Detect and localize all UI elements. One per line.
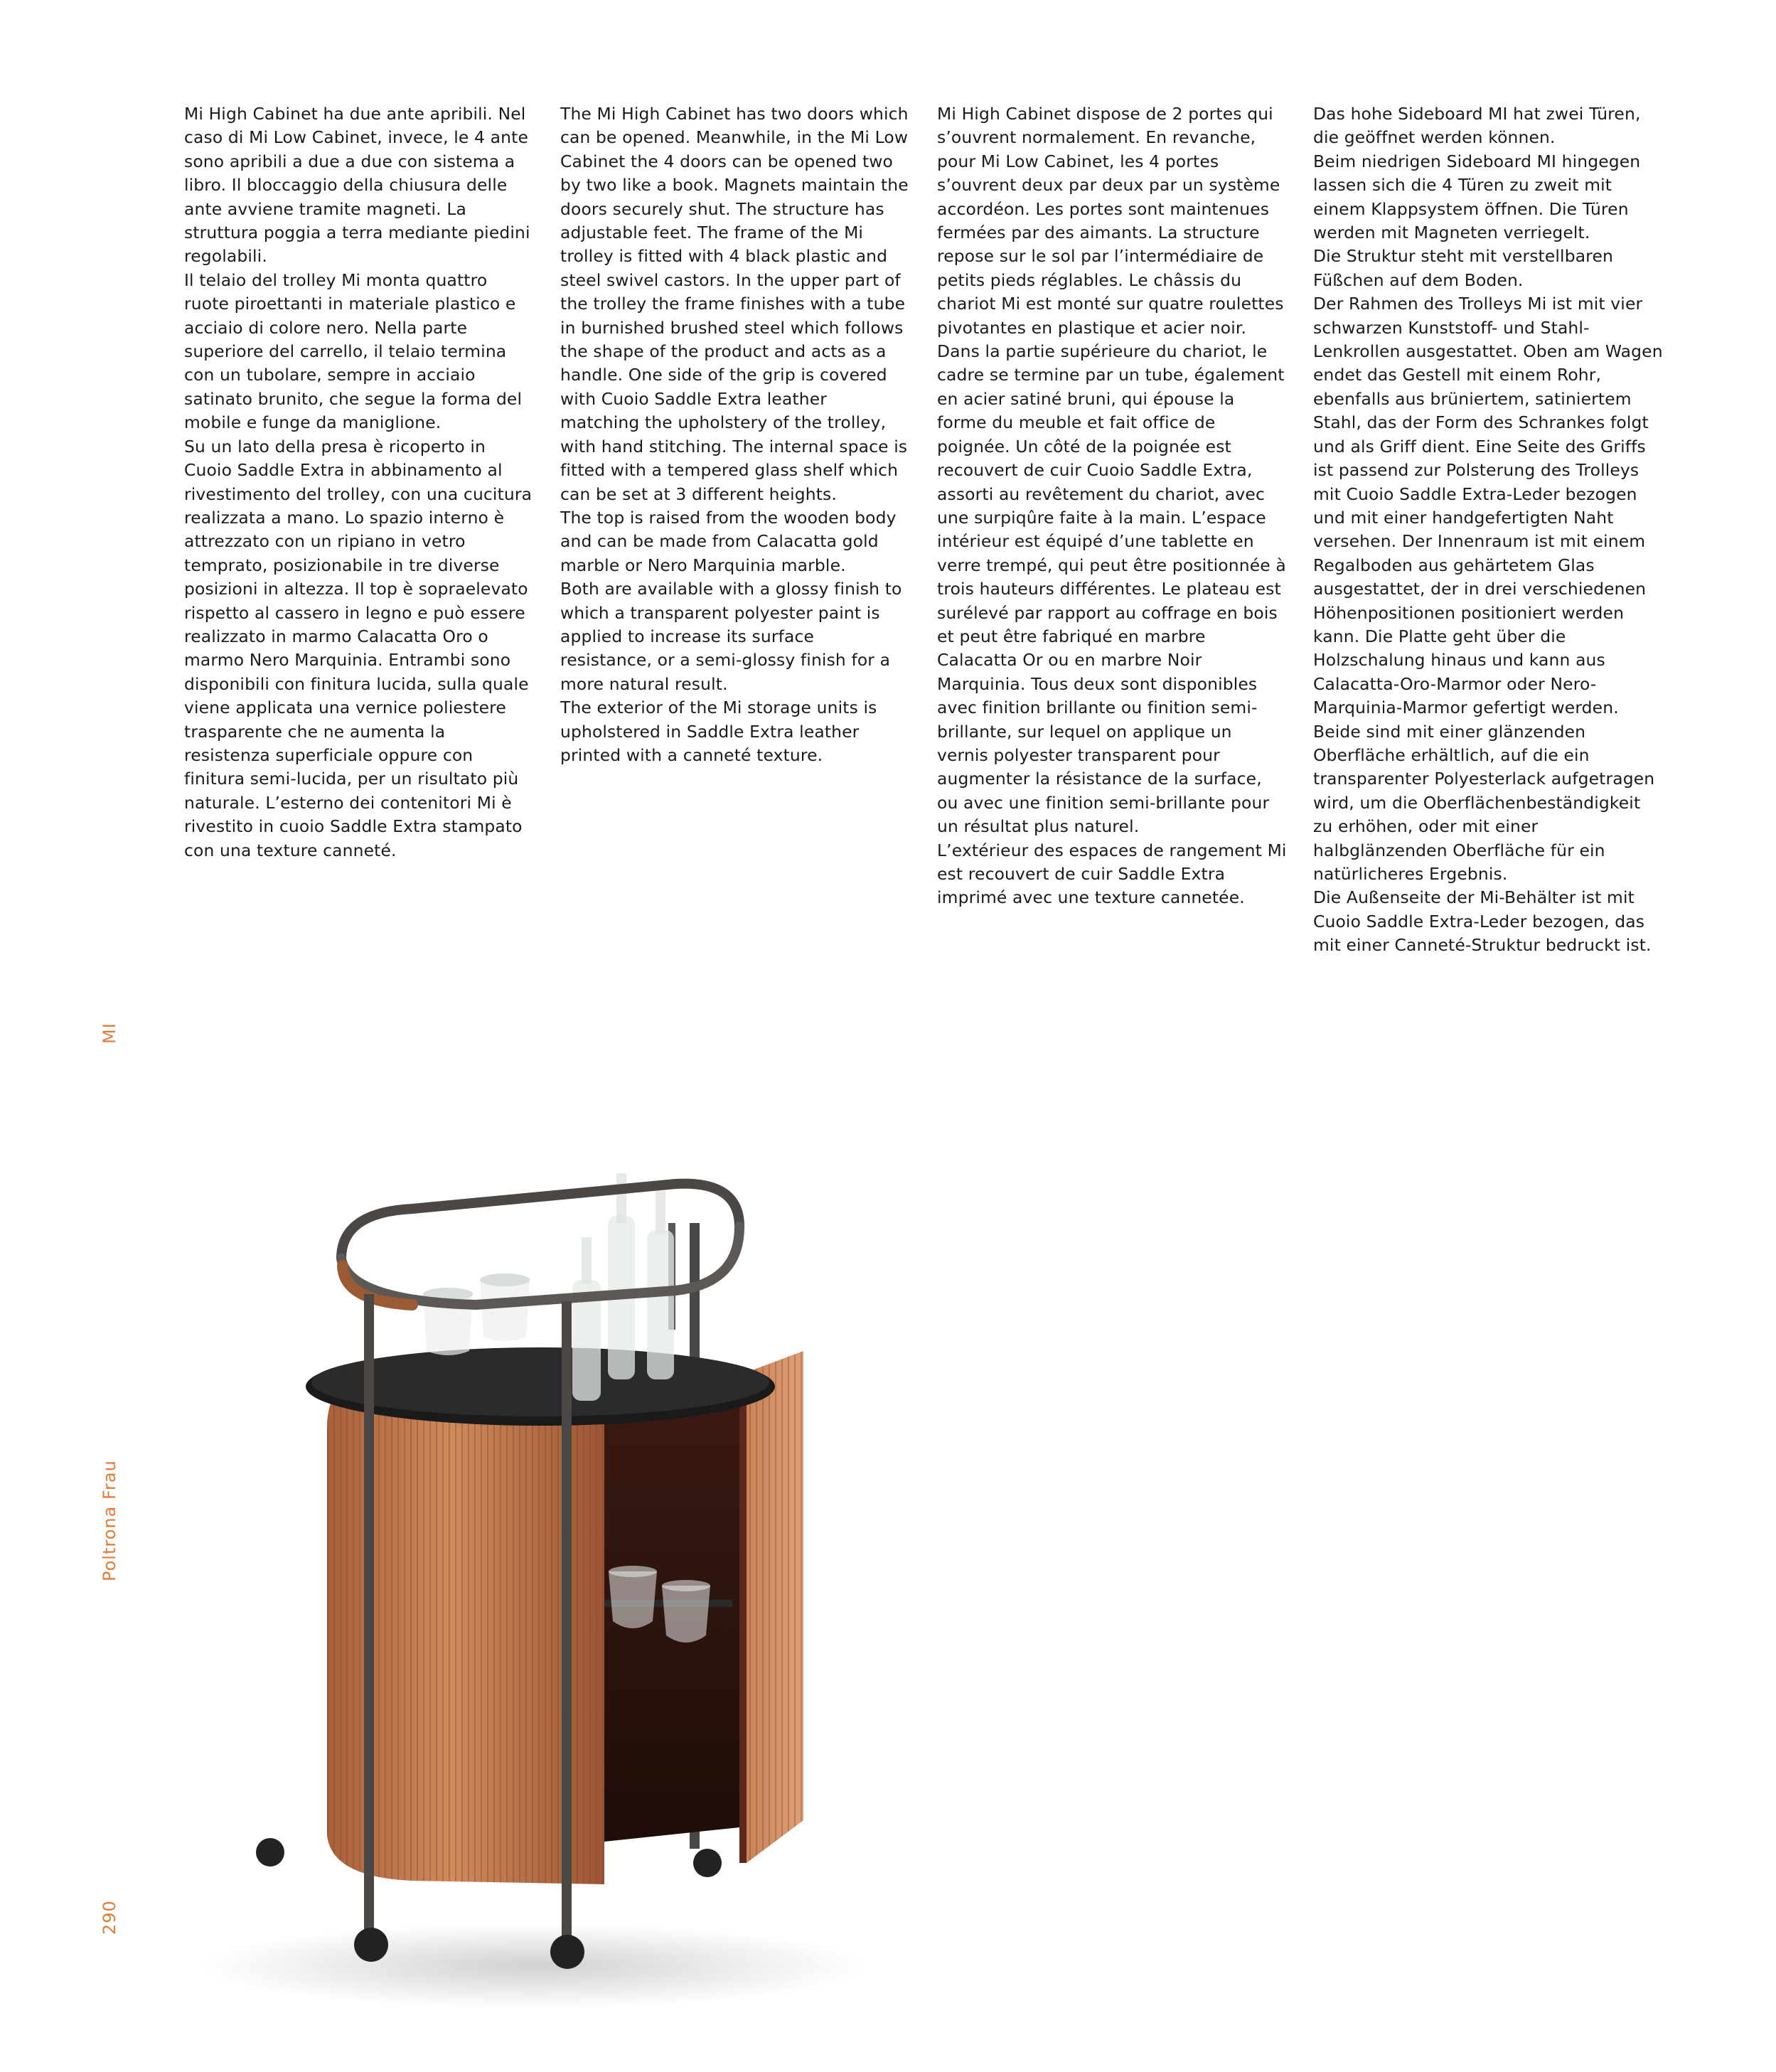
paragraph: Die Struktur steht mit verstellbaren Füßchen auf dem Boden. bbox=[1313, 246, 1613, 290]
paragraph: The top is raised from the wooden body and can be made from Calacatta gold marble or Nero Marquinia marble. bbox=[560, 507, 897, 575]
paragraph: Il telaio del trolley Mi monta quattro ruote piroettanti in materiale plastico e acciaio di colore nero. Nella parte superiore del carrello, il telaio termina con un tubolare, sempre in acciaio satinato brunito, che segue la forma del mobile e funge da maniglione. bbox=[184, 269, 523, 433]
castor-wheel bbox=[354, 1928, 388, 1962]
paragraph: Der Rahmen des Trolleys Mi ist mit vier schwarzen Kunststoff- und Stahl-Lenkrollen ausgestattet. Oben am Wagen endet das Gestell mit einem Rohr, ebenfalls aus brüniertem, satiniertem Stahl, das der Form des Schrankes folgt und als Griff dient. Eine Seite des Griffs ist passend zur Polsterung des Trolleys mit Cuoio Saddle Extra-Leder bezogen und mit einer handgefertigten Naht versehen. Der Innenraum ist mit einem Regalboden aus gehärtetem Glas ausgestattet, der in drei verschiedenen Höhenpositionen positioniert werden kann. Die Platte geht über die Holzschalung hinaus und kann aus Calacatta-Oro-Marmor oder Nero-Marquinia-Marmor gefertigt werden. bbox=[1313, 294, 1663, 718]
paragraph: Die Außenseite der Mi-Behälter ist mit Cuoio Saddle Extra-Leder bezogen, das mit einer Canneté-Struktur bedruckt ist. bbox=[1313, 887, 1652, 956]
paragraph: Su un lato della presa è ricoperto in Cuoio Saddle Extra in abbinamento al rivestimento del trolley, con una cucitura realizzata a mano. Lo spazio interno è attrezzato con un ripiano in vetro temprato, posizionabile in tre diverse posizioni in altezza. Il top è sopraelevato rispetto al cassero in legno e può essere realizzato in marmo Calacatta Oro o marmo Nero Marquinia. Entrambi sono disponibili con finitura lucida, sulla quale viene applicata una vernice poliestere trasparente che ne aumenta la resistenza superficiale oppure con finitura semi-lucida, per un risultato più naturale. L’esterno dei contenitori Mi è rivestito in cuoio Saddle Extra stampato con una texture canneté. bbox=[184, 436, 533, 860]
paragraph: Mi High Cabinet ha due ante apribili. Nel caso di Mi Low Cabinet, invece, le 4 ante sono apribili a due a due con sistema a libro. Il bloccaggio della chiusura delle ante avviene tramite magneti. La struttura poggia a terra mediante piedini regolabili. bbox=[184, 104, 530, 267]
frame-post bbox=[562, 1301, 572, 1941]
bottle-neck bbox=[616, 1173, 626, 1223]
paragraph: Both are available with a glossy finish to which a transparent polyester paint is applied to increase its surface resistance, or a semi-glossy finish for a more natural result. bbox=[560, 579, 902, 694]
tumbler-rim bbox=[480, 1273, 530, 1286]
text-column-german bbox=[1313, 102, 1663, 958]
glass bbox=[609, 1571, 657, 1628]
door-edge bbox=[739, 1372, 747, 1863]
paragraph: Das hohe Sideboard MI hat zwei Türen, die geöffnet werden können. bbox=[1313, 104, 1641, 148]
text-column-english bbox=[560, 102, 910, 767]
bar-trolley-photo-icon bbox=[178, 1109, 924, 2012]
tumbler bbox=[480, 1280, 530, 1341]
top-plate-surface bbox=[311, 1348, 769, 1416]
castor-wheel bbox=[256, 1838, 284, 1867]
text-column-french bbox=[937, 102, 1287, 910]
door-texture bbox=[747, 1351, 803, 1863]
paragraph: The exterior of the Mi storage units is upholstered in Saddle Extra leather printed with a canneté texture. bbox=[560, 698, 877, 765]
paragraph: Beim niedrigen Sideboard MI hingegen lassen sich die 4 Türen zu zweit mit einem Klappsystem öffnen. Die Türen werden mit Magneten verriegelt. bbox=[1313, 151, 1641, 243]
handle-rail bbox=[341, 1184, 739, 1259]
frame-post bbox=[364, 1294, 374, 1934]
paragraph: L’extérieur des espaces de rangement Mi est recouvert de cuir Saddle Extra imprimé avec une texture cannetée. bbox=[937, 840, 1287, 908]
paragraph: Mi High Cabinet dispose de 2 portes qui s’ouvrent normalement. En revanche, pour Mi Low Cabinet, les 4 portes s’ouvrent deux par deux par un système accordéon. Les portes sont maintenues fermées par des aimants. La structure repose sur le sol par l’intermédiaire de petits pieds réglables. Le châssis du chariot Mi est monté sur quatre roulettes pivotantes en plastique et acier noir. Dans la partie supérieure du chariot, le cadre se termine par un tube, également en acier satiné bruni, qui épouse la forme du meuble et fait office de poignée. Un côté de la poignée est recouvert de cuir Cuoio Saddle Extra, assorti au revêtement du chariot, avec une surpiqûre faite à la main. L’espace intérieur est équipé d’une tablette en verre trempé, qui peut être positionnée à trois hauteurs différentes. Le plateau est surélevé par rapport au coffrage en bois et peut être fabriqué en marbre Calacatta Or ou en marbre Noir Marquinia. Tous deux sont disponibles avec finition brillante ou finition semi-brillante, sur lequel on applique un vernis polyester transparent pour augmenter la résistance de la surface, ou avec une finition semi-brillante pour un résultat plus naturel. bbox=[937, 104, 1286, 837]
castor-wheel bbox=[550, 1935, 584, 1969]
brand-label: Poltrona Frau bbox=[100, 1460, 119, 1581]
section-label: MI bbox=[100, 1022, 119, 1044]
handle-rail bbox=[341, 1227, 739, 1305]
text-column-italian bbox=[184, 102, 534, 863]
paragraph: Beide sind mit einer glänzenden Oberfläche erhältlich, auf die ein transparenter Polyesterlack aufgetragen wird, um die Oberflächenbeständigkeit zu erhöhen, oder mit einer halbglänzenden Oberfläche für ein natürlicheres Ergebnis. bbox=[1313, 721, 1655, 884]
castor-wheel bbox=[693, 1849, 722, 1877]
bottle bbox=[647, 1230, 674, 1379]
glass bbox=[662, 1586, 710, 1643]
floor-shadow bbox=[199, 1923, 867, 2009]
bottle-neck bbox=[582, 1237, 592, 1283]
page-number: 290 bbox=[100, 1900, 119, 1935]
bottle-neck bbox=[656, 1191, 665, 1234]
paragraph: The Mi High Cabinet has two doors which can be opened. Meanwhile, in the Mi Low Cabinet the 4 doors can be opened two by two like a book. Magnets maintain the doors securely shut. The structure has adjustable feet. The frame of the Mi trolley is fitted with 4 black plastic and steel swivel castors. In the upper part of the trolley the frame finishes with a tube in burnished brushed steel which follows the shape of the product and acts as a handle. One side of the grip is covered with Cuoio Saddle Extra leather matching the upholstery of the trolley, with hand stitching. The internal space is fitted with a tempered glass shelf which can be set at 3 different heights. bbox=[560, 104, 909, 504]
